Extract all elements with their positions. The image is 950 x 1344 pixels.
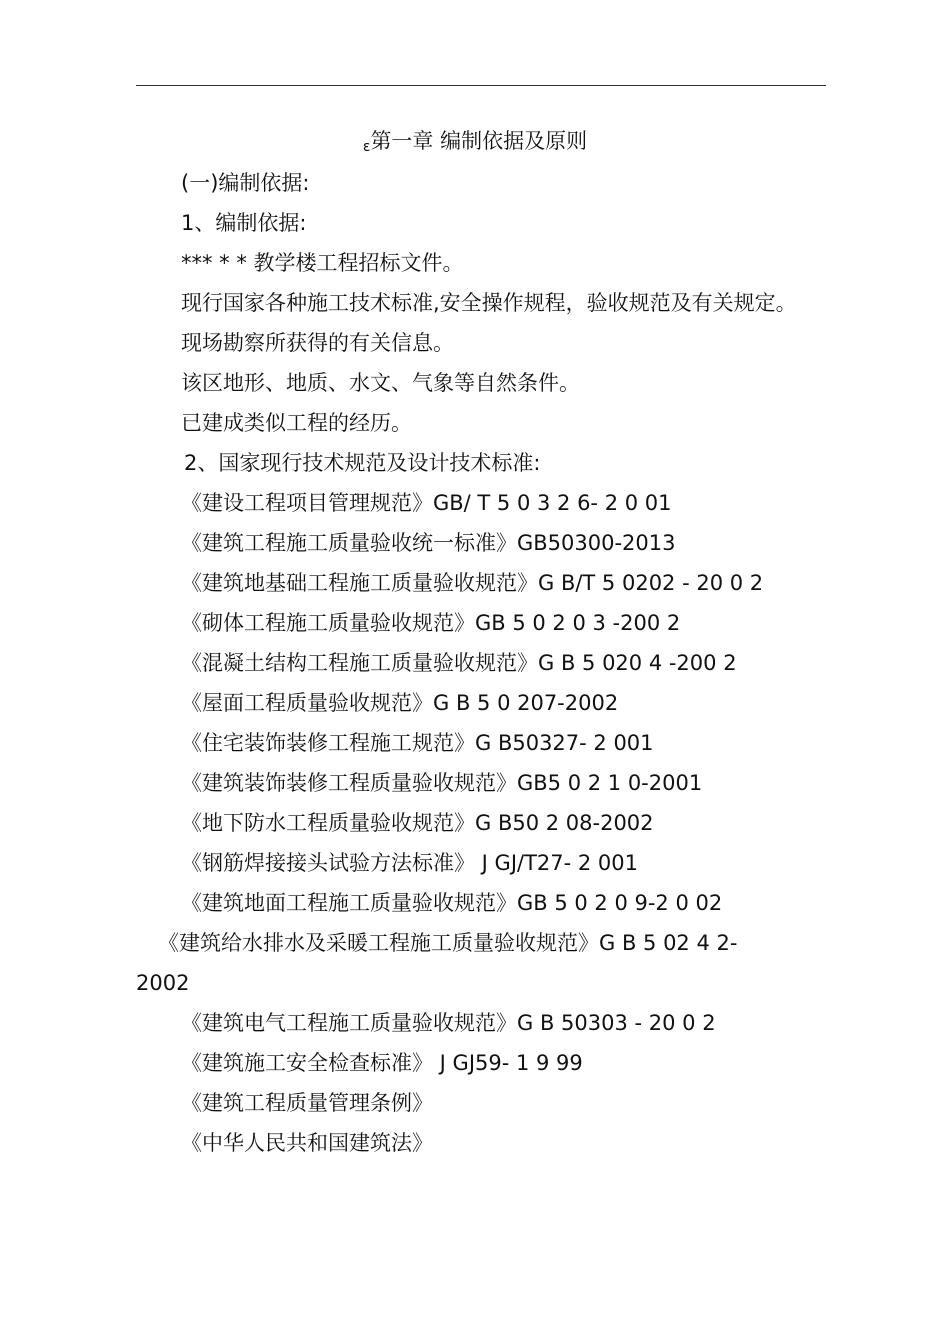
chapter-title-text: 第一章 编制依据及原则 xyxy=(370,129,588,153)
basis-item: 该区地形、地质、水文、气象等自然条件。 xyxy=(181,371,580,395)
subsection-heading: 2、国家现行技术规范及设计技术标准: xyxy=(184,451,541,475)
standard-item: 《建筑工程施工质量验收统一标准》GB50300-2013 xyxy=(181,531,676,555)
standard-item: 《住宅装饰装修工程施工规范》G B50327- 2 001 xyxy=(181,731,654,755)
standard-item: 《地下防水工程质量验收规范》G B50 2 08-2002 xyxy=(181,811,654,835)
standard-item: 《混凝土结构工程施工质量验收规范》G B 5 020 4 -200 2 xyxy=(181,651,737,675)
document-body xyxy=(136,163,826,1163)
standard-item: 《建筑地基础工程施工质量验收规范》G B/T 5 0202 - 20 0 2 xyxy=(181,571,764,595)
standard-item: 《建筑装饰装修工程质量验收规范》GB5 0 2 1 0-2001 xyxy=(181,771,703,795)
chapter-title xyxy=(0,124,950,164)
standard-item: 《钢筋焊接接头试验方法标准》 J GJ/T27- 2 001 xyxy=(181,851,639,875)
standard-item: 《建筑工程质量管理条例》 xyxy=(181,1091,433,1115)
standard-item: 《建筑地面工程施工质量验收规范》GB 5 0 2 0 9-2 0 02 xyxy=(181,891,723,915)
header-rule xyxy=(136,85,826,86)
section-heading: (一)编制依据: xyxy=(181,171,310,195)
standard-item: 《屋面工程质量验收规范》G B 5 0 207-2002 xyxy=(181,691,619,715)
standard-item-continuation: 2002 xyxy=(136,971,190,995)
standard-item: 《建筑施工安全检查标准》 J GJ59- 1 9 99 xyxy=(181,1051,583,1075)
standard-item: 《建设工程项目管理规范》GB/ T 5 0 3 2 6- 2 0 01 xyxy=(181,491,672,515)
subsection-heading: 1、编制依据: xyxy=(181,211,307,235)
basis-item: *** * * 教学楼工程招标文件。 xyxy=(181,251,464,275)
standard-item: 《砌体工程施工质量验收规范》GB 5 0 2 0 3 -200 2 xyxy=(181,611,681,635)
standard-item: 《建筑电气工程施工质量验收规范》G B 50303 - 20 0 2 xyxy=(181,1011,716,1035)
basis-item: 已建成类似工程的经历。 xyxy=(181,411,412,435)
basis-item: 现行国家各种施工技术标准,安全操作规程，验收规范及有关规定。 xyxy=(181,291,797,315)
standard-item: 《中华人民共和国建筑法》 xyxy=(181,1131,433,1155)
standard-item: 《建筑给水排水及采暖工程施工质量验收规范》G B 5 02 4 2- xyxy=(158,931,738,955)
title-mark: ε xyxy=(362,139,371,155)
basis-item: 现场勘察所获得的有关信息。 xyxy=(181,331,454,355)
